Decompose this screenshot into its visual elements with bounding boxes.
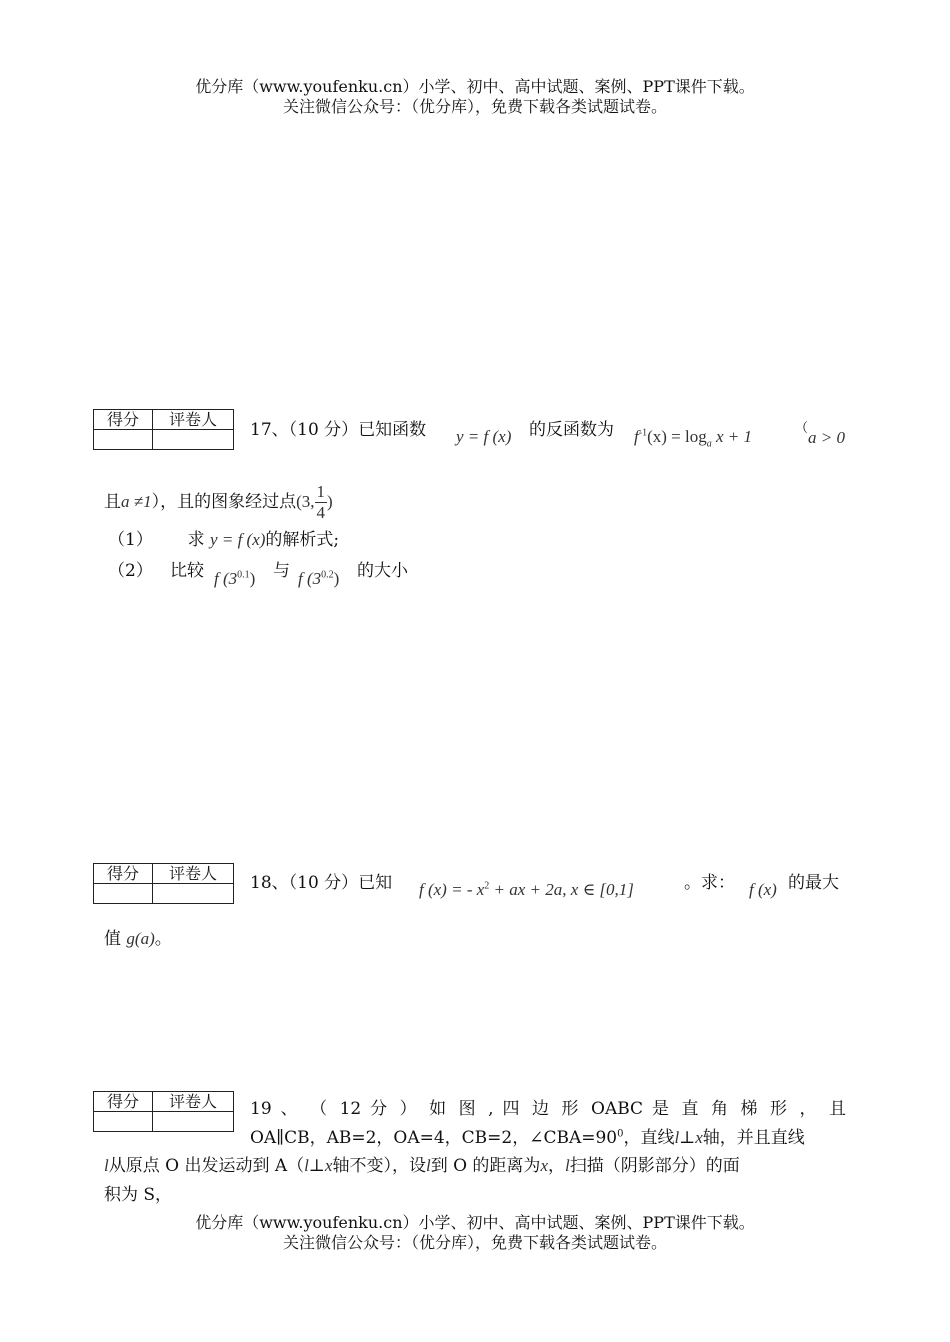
q17-part1-text-1: 求 [187,530,205,550]
grader-label: 评卷人 [153,1092,234,1112]
q17-part1-label: （1） [108,530,153,550]
q17-paren-open: （ [795,421,809,436]
q17-inverse-expr: $f^{-1}(x) = \log_a x + 1$ [634,427,752,450]
q17-line-1 [250,415,426,440]
q17-fraction: $\frac{1}{4}$ [316,482,326,522]
q17-part2-expr-2: f $(3^{0.2})$ [298,569,340,588]
q17-part2-mid: 与 [273,561,290,581]
q18-expr-2: f (x) [749,880,777,899]
q18-text-1: 已知 [358,873,393,893]
q17-part1-text-2: 的解析式; [265,530,340,550]
q17-part1-expr: y = f (x) [210,530,266,549]
grader-cell[interactable] [153,430,234,450]
q17-condition-b: a ≠1 [121,492,152,511]
footer-line-1: 优分库（www.youfenku.cn）小学、初中、高中试题、案例、PPT课件下载。 [195,1213,755,1232]
q19-line-1: 19 、 （ 12 分 ） 如 图 , 四 边 形 OABC 是 直 角 梯 形 ， 且 [250,1099,846,1119]
q18-line2-start: 值 [104,929,121,949]
q18-number: 18、 [250,873,289,893]
q17-line2-text: ），且的图象经过点 [151,492,297,512]
q17-part-1 [108,525,339,550]
q18-points: （10 分） [288,873,359,893]
q17-text-2: 的反函数为 [529,420,614,440]
grade-box-18 [93,863,234,904]
grader-label: 评卷人 [153,410,234,430]
score-label: 得分 [94,410,153,430]
score-cell[interactable] [94,1112,153,1132]
q17-line2-start: 且 [104,492,121,512]
score-cell[interactable] [94,884,153,904]
grade-box-19 [93,1091,234,1132]
q17-points: （10 分） [288,420,359,440]
q17-number: 17、 [250,420,289,440]
grader-cell[interactable] [153,1112,234,1132]
q18-line-1 [250,868,392,893]
header-line-2: 关注微信公众号：（优分库），免费下载各类试题试卷。 [282,97,667,116]
q18-function-expr: f (x) = - $x^2$ + ax + 2a, x ∈ [0,1] [419,880,634,899]
grader-label: 评卷人 [153,864,234,884]
score-label: 得分 [94,864,153,884]
q17-point-close: ) [327,492,333,511]
q17-part2-text-1: 比较 [170,561,204,581]
q17-part2-label: （2） [108,561,153,581]
q19-line-2: OA∥CB，AB=2，OA=4，CB=2，$\angle CBA=90^0$，直线l⊥x轴，并且直线 [250,1128,805,1148]
q17-line-2 [104,482,333,523]
footer-line-2: 关注微信公众号：（优分库），免费下载各类试题试卷。 [282,1233,667,1252]
q18-line2-end: 。 [154,929,172,949]
header-line-1: 优分库（www.youfenku.cn）小学、初中、高中试题、案例、PPT课件下载。 [195,77,755,96]
q18-text-3: 的最大 [788,873,839,893]
grade-box-17 [93,409,234,450]
q17-part2-text-2: 的大小 [357,561,408,581]
q19-line-4: 积为 S， [104,1185,173,1205]
q17-function-def: y = f (x) [456,427,512,446]
q19-line-3: l从原点 O 出发运动到 A（l⊥x轴不变），设l到 O 的距离为x，l扫描（阴影部分）的面 [104,1156,740,1176]
q17-point-open: (3, [296,492,315,511]
q17-condition-a: a > 0 [808,428,845,447]
score-cell[interactable] [94,430,153,450]
q18-expr-3: g(a) [126,929,155,948]
q18-line-2 [104,924,172,949]
grader-cell[interactable] [153,884,234,904]
score-label: 得分 [94,1092,153,1112]
q18-text-2: 。求： [684,873,735,893]
q17-part2-expr-1: f $(3^{0.1})$ [214,569,256,588]
q17-text-1: 已知函数 [358,420,427,440]
